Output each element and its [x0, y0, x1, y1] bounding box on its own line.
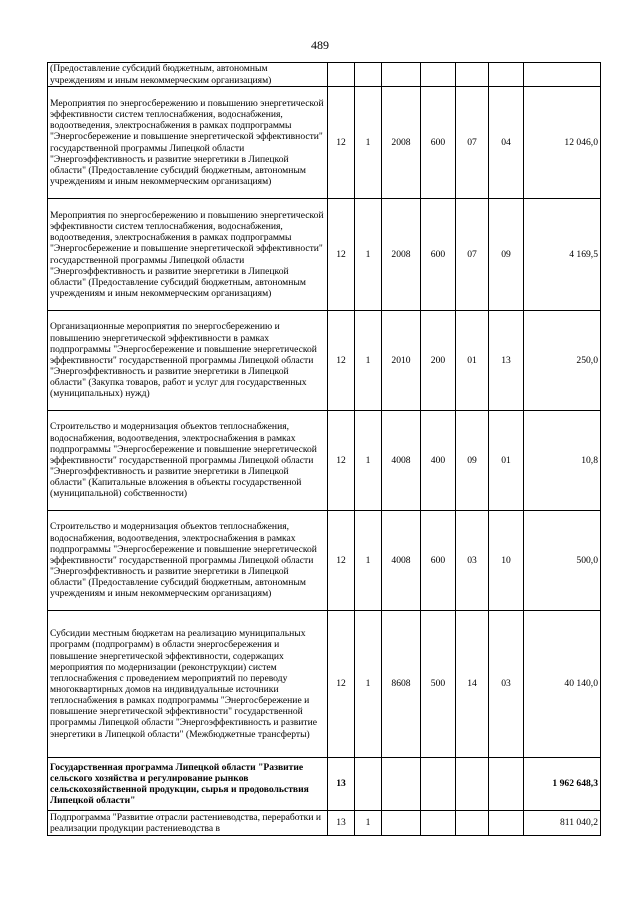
- expense-type-cell: 400: [421, 411, 456, 511]
- table-row: [48, 87, 601, 199]
- program-code-cell: 12: [328, 411, 355, 511]
- row-name-cell: Государственная программа Липецкой области "Развитие сельского хозяйства и регулирование рынков сельскохозяйственной продукции, сырья и продовольствия Липецкой области": [48, 758, 328, 811]
- subprogram-code-cell: 1: [355, 811, 382, 836]
- program-code-cell: 12: [328, 311, 355, 411]
- section-cell: 03: [456, 511, 489, 611]
- expense-type-cell: 200: [421, 311, 456, 411]
- expense-type-cell: 600: [421, 511, 456, 611]
- subsection-cell: 10: [489, 511, 524, 611]
- subsection-cell: 04: [489, 87, 524, 199]
- subsection-cell: [489, 63, 524, 87]
- table-row: [48, 199, 601, 311]
- subprogram-code-cell: 1: [355, 199, 382, 311]
- program-code-cell: 12: [328, 511, 355, 611]
- direction-code-cell: 8608: [382, 611, 421, 758]
- table-row: [48, 511, 601, 611]
- subsection-cell: 03: [489, 611, 524, 758]
- expense-type-cell: [421, 63, 456, 87]
- subsection-cell: 09: [489, 199, 524, 311]
- subprogram-code-cell: 1: [355, 311, 382, 411]
- row-name-cell: Подпрограмма "Развитие отрасли растениеводства, переработки и реализации продукции растениеводства в: [48, 811, 328, 836]
- program-code-cell: 12: [328, 199, 355, 311]
- subprogram-code-cell: 1: [355, 611, 382, 758]
- row-name-cell: Мероприятия по энергосбережению и повышению энергетической эффективности систем теплоснабжения, водоснабжения, водоотведения, электроснабжения в рамках подпрограммы "Энергосбережение и повышение энергетической эффективности" государственной программы Липецкой области "Энергоэффективность и развитие энергетики в Липецкой области" (Предоставление субсидий бюджетным, автономным учреждениям и иным некоммерческим организациям): [48, 87, 328, 199]
- subsection-cell: [489, 758, 524, 811]
- amount-cell: 40 140,0: [524, 611, 601, 758]
- expense-type-cell: [421, 758, 456, 811]
- program-code-cell: [328, 63, 355, 87]
- subprogram-code-cell: 1: [355, 87, 382, 199]
- direction-code-cell: 2008: [382, 87, 421, 199]
- expense-type-cell: [421, 811, 456, 836]
- subsection-cell: [489, 811, 524, 836]
- expense-type-cell: 600: [421, 199, 456, 311]
- table-row: [48, 411, 601, 511]
- direction-code-cell: [382, 758, 421, 811]
- subsection-cell: 01: [489, 411, 524, 511]
- section-cell: [456, 758, 489, 811]
- amount-cell: 1 962 648,3: [524, 758, 601, 811]
- program-code-cell: 12: [328, 87, 355, 199]
- section-cell: [456, 811, 489, 836]
- section-cell: 09: [456, 411, 489, 511]
- amount-cell: 500,0: [524, 511, 601, 611]
- section-cell: 01: [456, 311, 489, 411]
- program-code-cell: 13: [328, 758, 355, 811]
- subprogram-code-cell: [355, 758, 382, 811]
- direction-code-cell: 2010: [382, 311, 421, 411]
- direction-code-cell: 2008: [382, 199, 421, 311]
- program-code-cell: 12: [328, 611, 355, 758]
- direction-code-cell: [382, 63, 421, 87]
- row-name-cell: Субсидии местным бюджетам на реализацию муниципальных программ (подпрограмм) в области энергосбережения и повышение энергетической эффективности, содержащих мероприятия по модернизации (реконструкции) систем теплоснабжения с проведением мероприятий по переводу многоквартирных домов на индивидуальные источники теплоснабжения в рамках подпрограммы "Энергосбережение и повышение энергетической эффективности" государственной программы Липецкой области "Энергоэффективность и развитие энергетики в Липецкой области" (Межбюджетные трансферты): [48, 611, 328, 758]
- amount-cell: 12 046,0: [524, 87, 601, 199]
- amount-cell: 4 169,5: [524, 199, 601, 311]
- subprogram-code-cell: 1: [355, 511, 382, 611]
- amount-cell: 811 040,2: [524, 811, 601, 836]
- expense-type-cell: 500: [421, 611, 456, 758]
- amount-cell: [524, 63, 601, 87]
- table-row: [48, 63, 601, 87]
- amount-cell: 10,8: [524, 411, 601, 511]
- section-cell: [456, 63, 489, 87]
- row-name-cell: Строительство и модернизация объектов теплоснабжения, водоснабжения, водоотведения, электроснабжения в рамках подпрограммы "Энергосбережение и повышение энергетической эффективности" государственной программы Липецкой области "Энергоэффективность и развитие энергетики в Липецкой области" (Капитальные вложения в объекты государственной (муниципальной) собственности): [48, 411, 328, 511]
- section-cell: 14: [456, 611, 489, 758]
- subprogram-code-cell: [355, 63, 382, 87]
- table-row: [48, 758, 601, 811]
- page-number: 489: [311, 38, 329, 52]
- table-row: [48, 311, 601, 411]
- expense-type-cell: 600: [421, 87, 456, 199]
- direction-code-cell: [382, 811, 421, 836]
- section-cell: 07: [456, 87, 489, 199]
- budget-table-body: [48, 63, 601, 836]
- row-name-cell: (Предоставление субсидий бюджетным, автономным учреждениям и иным некоммерческим организациям): [48, 63, 328, 87]
- table-row: [48, 811, 601, 836]
- subsection-cell: 13: [489, 311, 524, 411]
- row-name-cell: Мероприятия по энергосбережению и повышению энергетической эффективности систем теплоснабжения, водоснабжения, водоотведения, электроснабжения в рамках подпрограммы "Энергосбережение и повышение энергетической эффективности" государственной программы Липецкой области "Энергоэффективность и развитие энергетики в Липецкой области" (Предоставление субсидий бюджетным, автономным учреждениям и иным некоммерческим организациям): [48, 199, 328, 311]
- amount-cell: 250,0: [524, 311, 601, 411]
- table-row: [48, 611, 601, 758]
- row-name-cell: Организационные мероприятия по энергосбережению и повышению энергетической эффективности в рамках подпрограммы "Энергосбережение и повышение энергетической эффективности" государственной программы Липецкой области "Энергоэффективность и развитие энергетики в Липецкой области" (Закупка товаров, работ и услуг для государственных (муниципальных) нужд): [48, 311, 328, 411]
- direction-code-cell: 4008: [382, 511, 421, 611]
- budget-table: [47, 62, 601, 836]
- program-code-cell: 13: [328, 811, 355, 836]
- section-cell: 07: [456, 199, 489, 311]
- direction-code-cell: 4008: [382, 411, 421, 511]
- subprogram-code-cell: 1: [355, 411, 382, 511]
- row-name-cell: Строительство и модернизация объектов теплоснабжения, водоснабжения, водоотведения, электроснабжения в рамках подпрограммы "Энергосбережение и повышение энергетической эффективности" государственной программы Липецкой области "Энергоэффективность и развитие энергетики в Липецкой области" (Предоставление субсидий бюджетным, автономным учреждениям и иным некоммерческим организациям): [48, 511, 328, 611]
